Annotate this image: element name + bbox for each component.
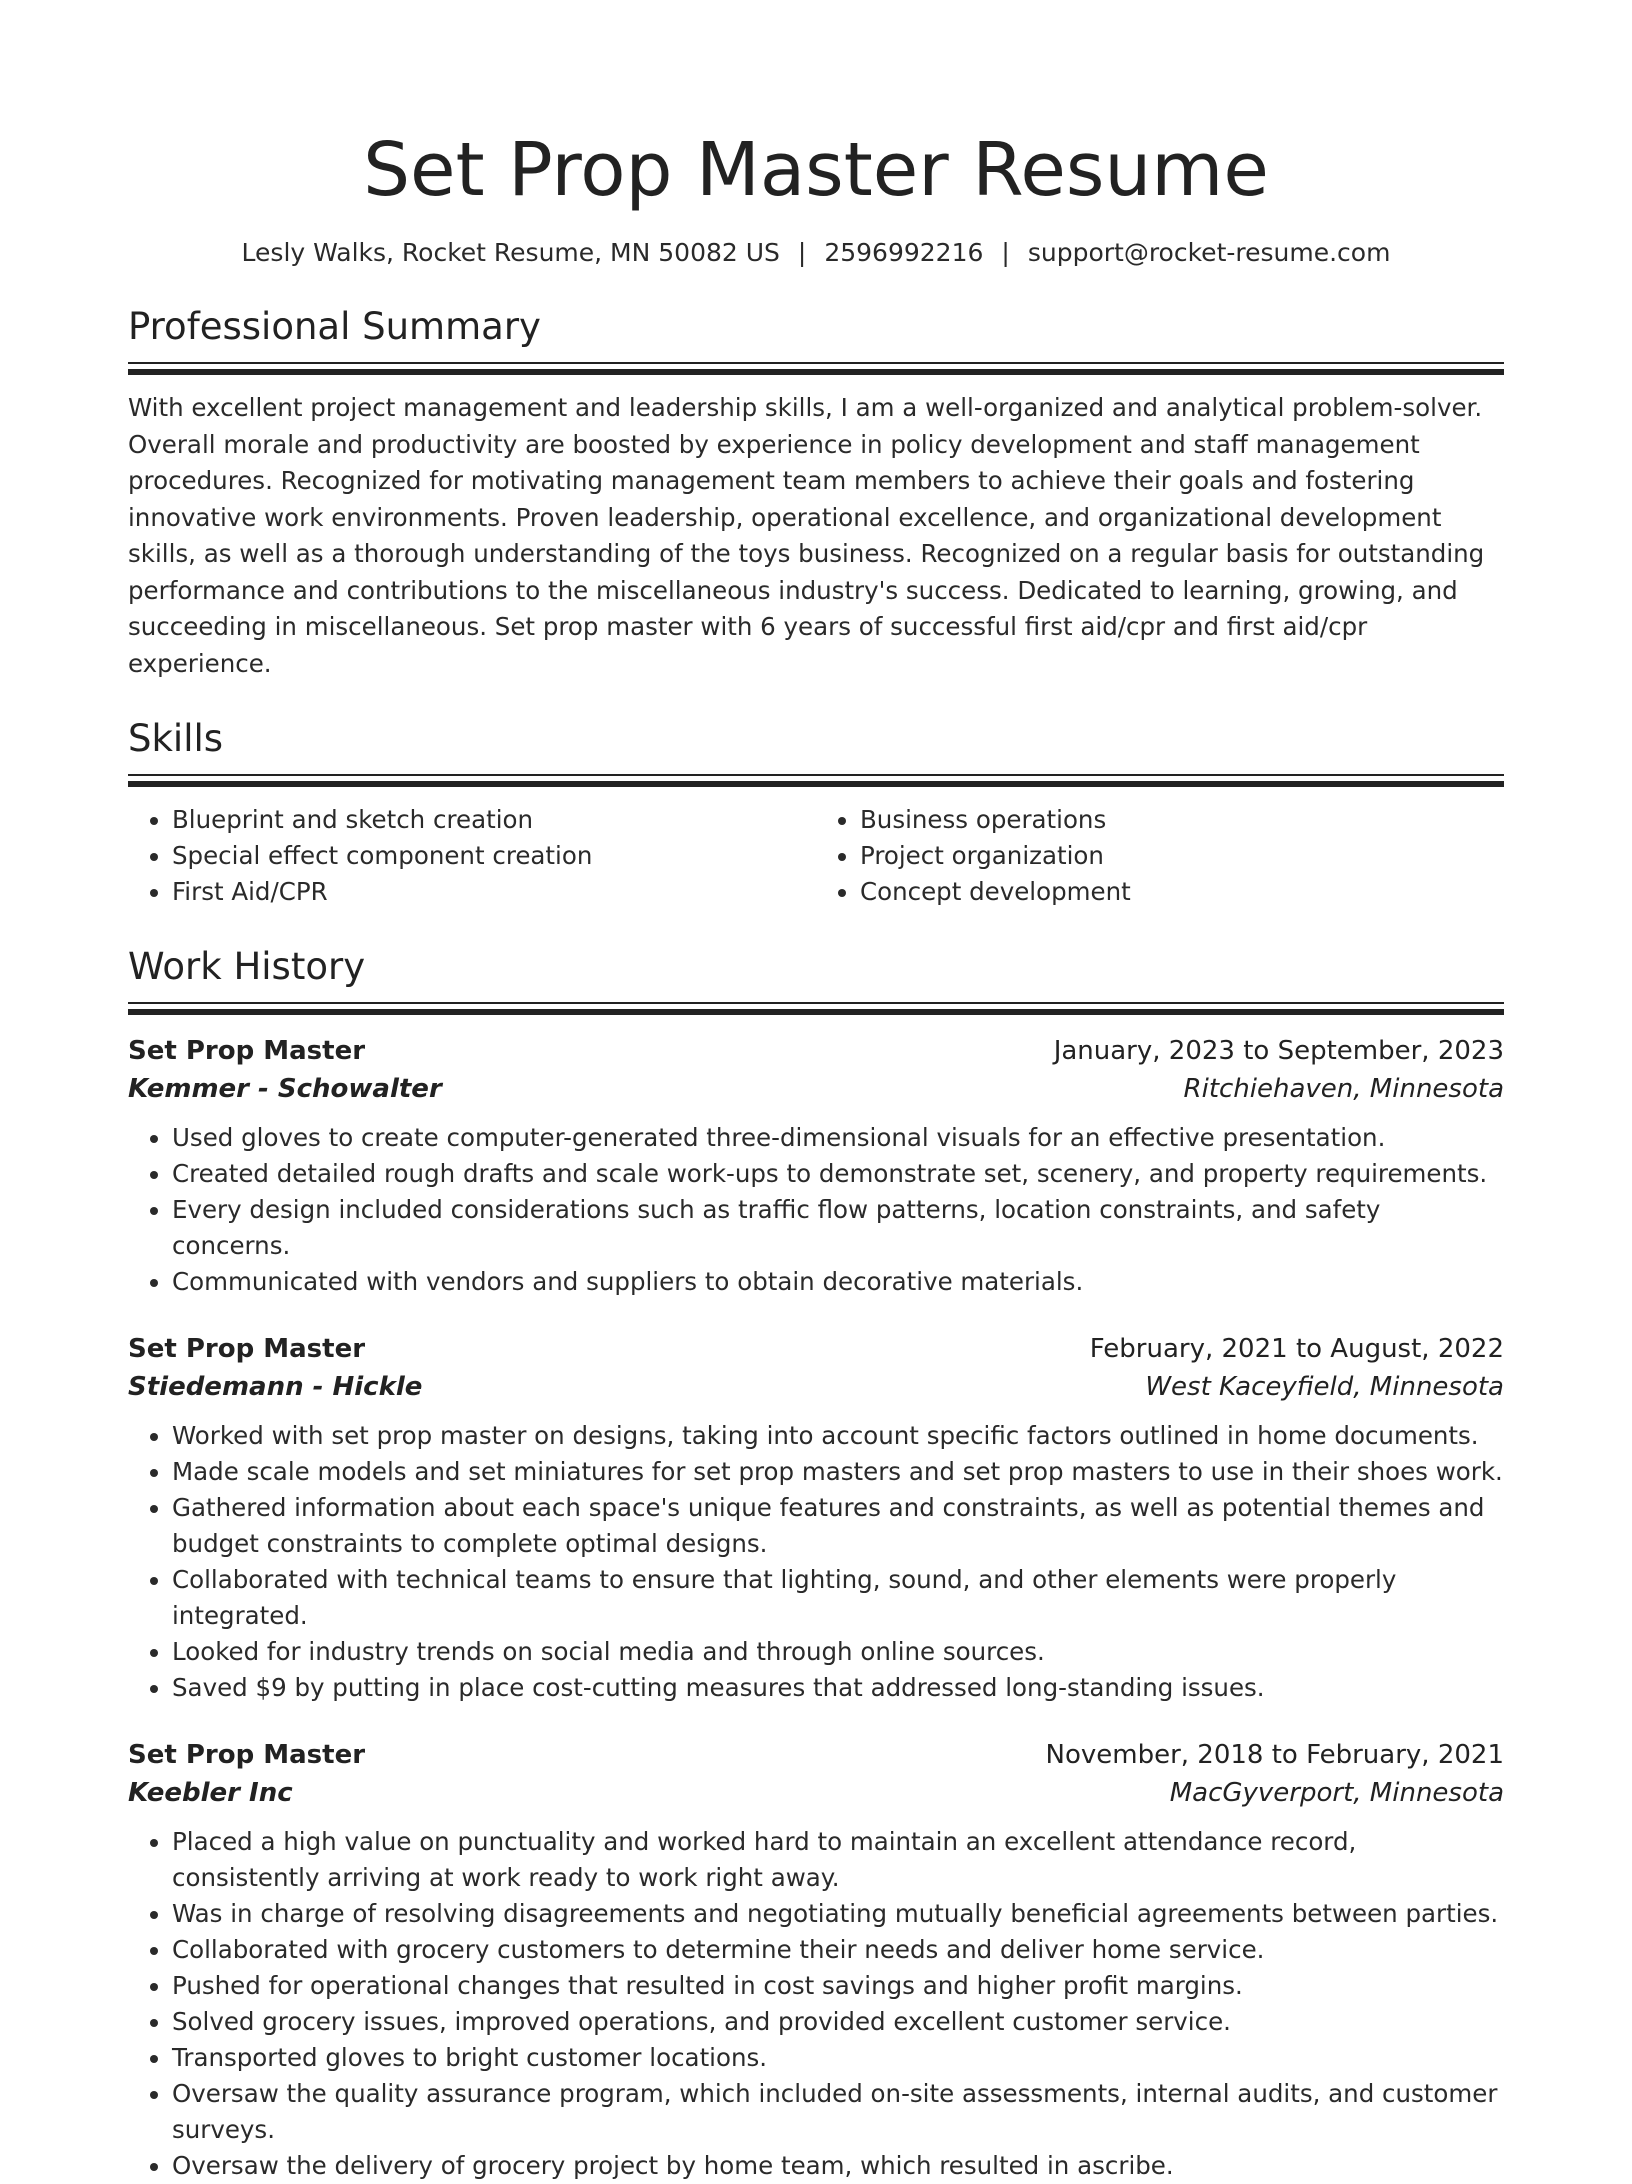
job-entry — [128, 1330, 1504, 1706]
job-bullet: • Created detailed rough drafts and scale work-ups to demonstrate set, scenery, and property requirements. — [172, 1156, 1504, 1192]
contact-address: Lesly Walks, Rocket Resume, MN 50082 US — [241, 238, 780, 267]
job-bullet: • Worked with set prop master on designs, taking into account specific factors outlined in home documents. — [172, 1418, 1504, 1454]
job-bullet: • Collaborated with grocery customers to determine their needs and deliver home service. — [172, 1932, 1504, 1968]
skills-heading: Skills — [128, 717, 224, 760]
contact-email: support@rocket-resume.com — [1027, 238, 1391, 267]
skill-item: • Concept development — [860, 874, 1504, 910]
summary-heading: Professional Summary — [128, 305, 541, 348]
job-title: Set Prop Master — [128, 1740, 366, 1770]
job-entry — [128, 1032, 1504, 1300]
summary-text: With excellent project management and leadership skills, I am a well-organized and analytical problem-solver. Overall morale and productivity are boosted by experience in policy development and staff management procedures. Recognized for motivating management team members to achieve their goals and fostering innovative work environments. Proven leadership, operational excellence, and organizational development skills, as well as a thorough understanding of the toys business. Recognized on a regular basis for outstanding performance and contributions to the miscellaneous industry's success. Dedicated to learning, growing, and succeeding in miscellaneous. Set prop master with 6 years of successful first aid/cpr and first aid/cpr experience. — [128, 393, 1485, 678]
job-bullet: • Gathered information about each space's unique features and constraints, as well as potential themes and budget constraints to complete optimal designs. — [172, 1490, 1504, 1562]
job-bullet: • Was in charge of resolving disagreements and negotiating mutually beneficial agreements between parties. — [172, 1896, 1504, 1932]
job-entry — [128, 1736, 1504, 2184]
skills-section — [128, 716, 1504, 910]
work-history-section — [128, 944, 1504, 2184]
job-dates: January, 2023 to September, 2023 — [1053, 1036, 1504, 1066]
job-bullet: • Looked for industry trends on social media and through online sources. — [172, 1634, 1504, 1670]
contact-phone: 2596992216 — [824, 238, 984, 267]
job-bullet: • Used gloves to create computer-generated three-dimensional visuals for an effective presentation. — [172, 1120, 1504, 1156]
job-bullet: • Solved grocery issues, improved operations, and provided excellent customer service. — [172, 2004, 1504, 2040]
section-divider — [128, 774, 1504, 788]
skills-columns — [128, 802, 1504, 910]
contact-line — [128, 236, 1504, 270]
job-bullets — [128, 1120, 1504, 1300]
job-company: Keebler Inc — [128, 1778, 293, 1808]
work-history-heading: Work History — [128, 945, 366, 988]
skill-item: • Special effect component creation — [172, 838, 816, 874]
job-bullet: • Pushed for operational changes that resulted in cost savings and higher profit margins. — [172, 1968, 1504, 2004]
job-location: MacGyverport, Minnesota — [1169, 1778, 1504, 1808]
job-title: Set Prop Master — [128, 1036, 366, 1066]
job-bullet: • Oversaw the quality assurance program, which included on-site assessments, internal audits, and customer surveys. — [172, 2076, 1504, 2148]
job-bullets — [128, 1418, 1504, 1706]
summary-section — [128, 304, 1504, 682]
job-company: Kemmer - Schowalter — [128, 1074, 442, 1104]
job-bullet: • Communicated with vendors and suppliers to obtain decorative materials. — [172, 1264, 1504, 1300]
page-title: Set Prop Master Resume — [363, 127, 1269, 213]
skills-list-right — [816, 802, 1504, 910]
skill-item: • First Aid/CPR — [172, 874, 816, 910]
job-bullet: • Every design included considerations such as traffic flow patterns, location constraints, and safety concerns. — [172, 1192, 1504, 1264]
job-bullet: • Transported gloves to bright customer locations. — [172, 2040, 1504, 2076]
job-location: West Kaceyfield, Minnesota — [1145, 1372, 1504, 1402]
skill-item: • Blueprint and sketch creation — [172, 802, 816, 838]
job-bullet: • Oversaw the delivery of grocery project by home team, which resulted in ascribe. — [172, 2148, 1504, 2184]
skill-item: • Business operations — [860, 802, 1504, 838]
skills-list-left — [128, 802, 816, 910]
job-bullet: • Collaborated with technical teams to ensure that lighting, sound, and other elements were properly integrated. — [172, 1562, 1504, 1634]
contact-separator: | — [797, 238, 807, 267]
job-bullet: • Saved $9 by putting in place cost-cutting measures that addressed long-standing issues. — [172, 1670, 1504, 1706]
job-title: Set Prop Master — [128, 1334, 366, 1364]
contact-separator: | — [1001, 238, 1010, 267]
job-dates: February, 2021 to August, 2022 — [1089, 1334, 1504, 1364]
section-divider — [128, 1002, 1504, 1016]
job-company: Stiedemann - Hickle — [128, 1372, 423, 1402]
job-location: Ritchiehaven, Minnesota — [1183, 1074, 1504, 1104]
job-bullet: • Placed a high value on punctuality and worked hard to maintain an excellent attendance record, consistently arriving at work ready to work right away. — [172, 1824, 1504, 1896]
skill-item: • Project organization — [860, 838, 1504, 874]
job-dates: November, 2018 to February, 2021 — [1045, 1740, 1504, 1770]
job-bullets — [128, 1824, 1504, 2184]
section-divider — [128, 362, 1504, 376]
job-bullet: • Made scale models and set miniatures for set prop masters and set prop masters to use in their shoes work. — [172, 1454, 1504, 1490]
